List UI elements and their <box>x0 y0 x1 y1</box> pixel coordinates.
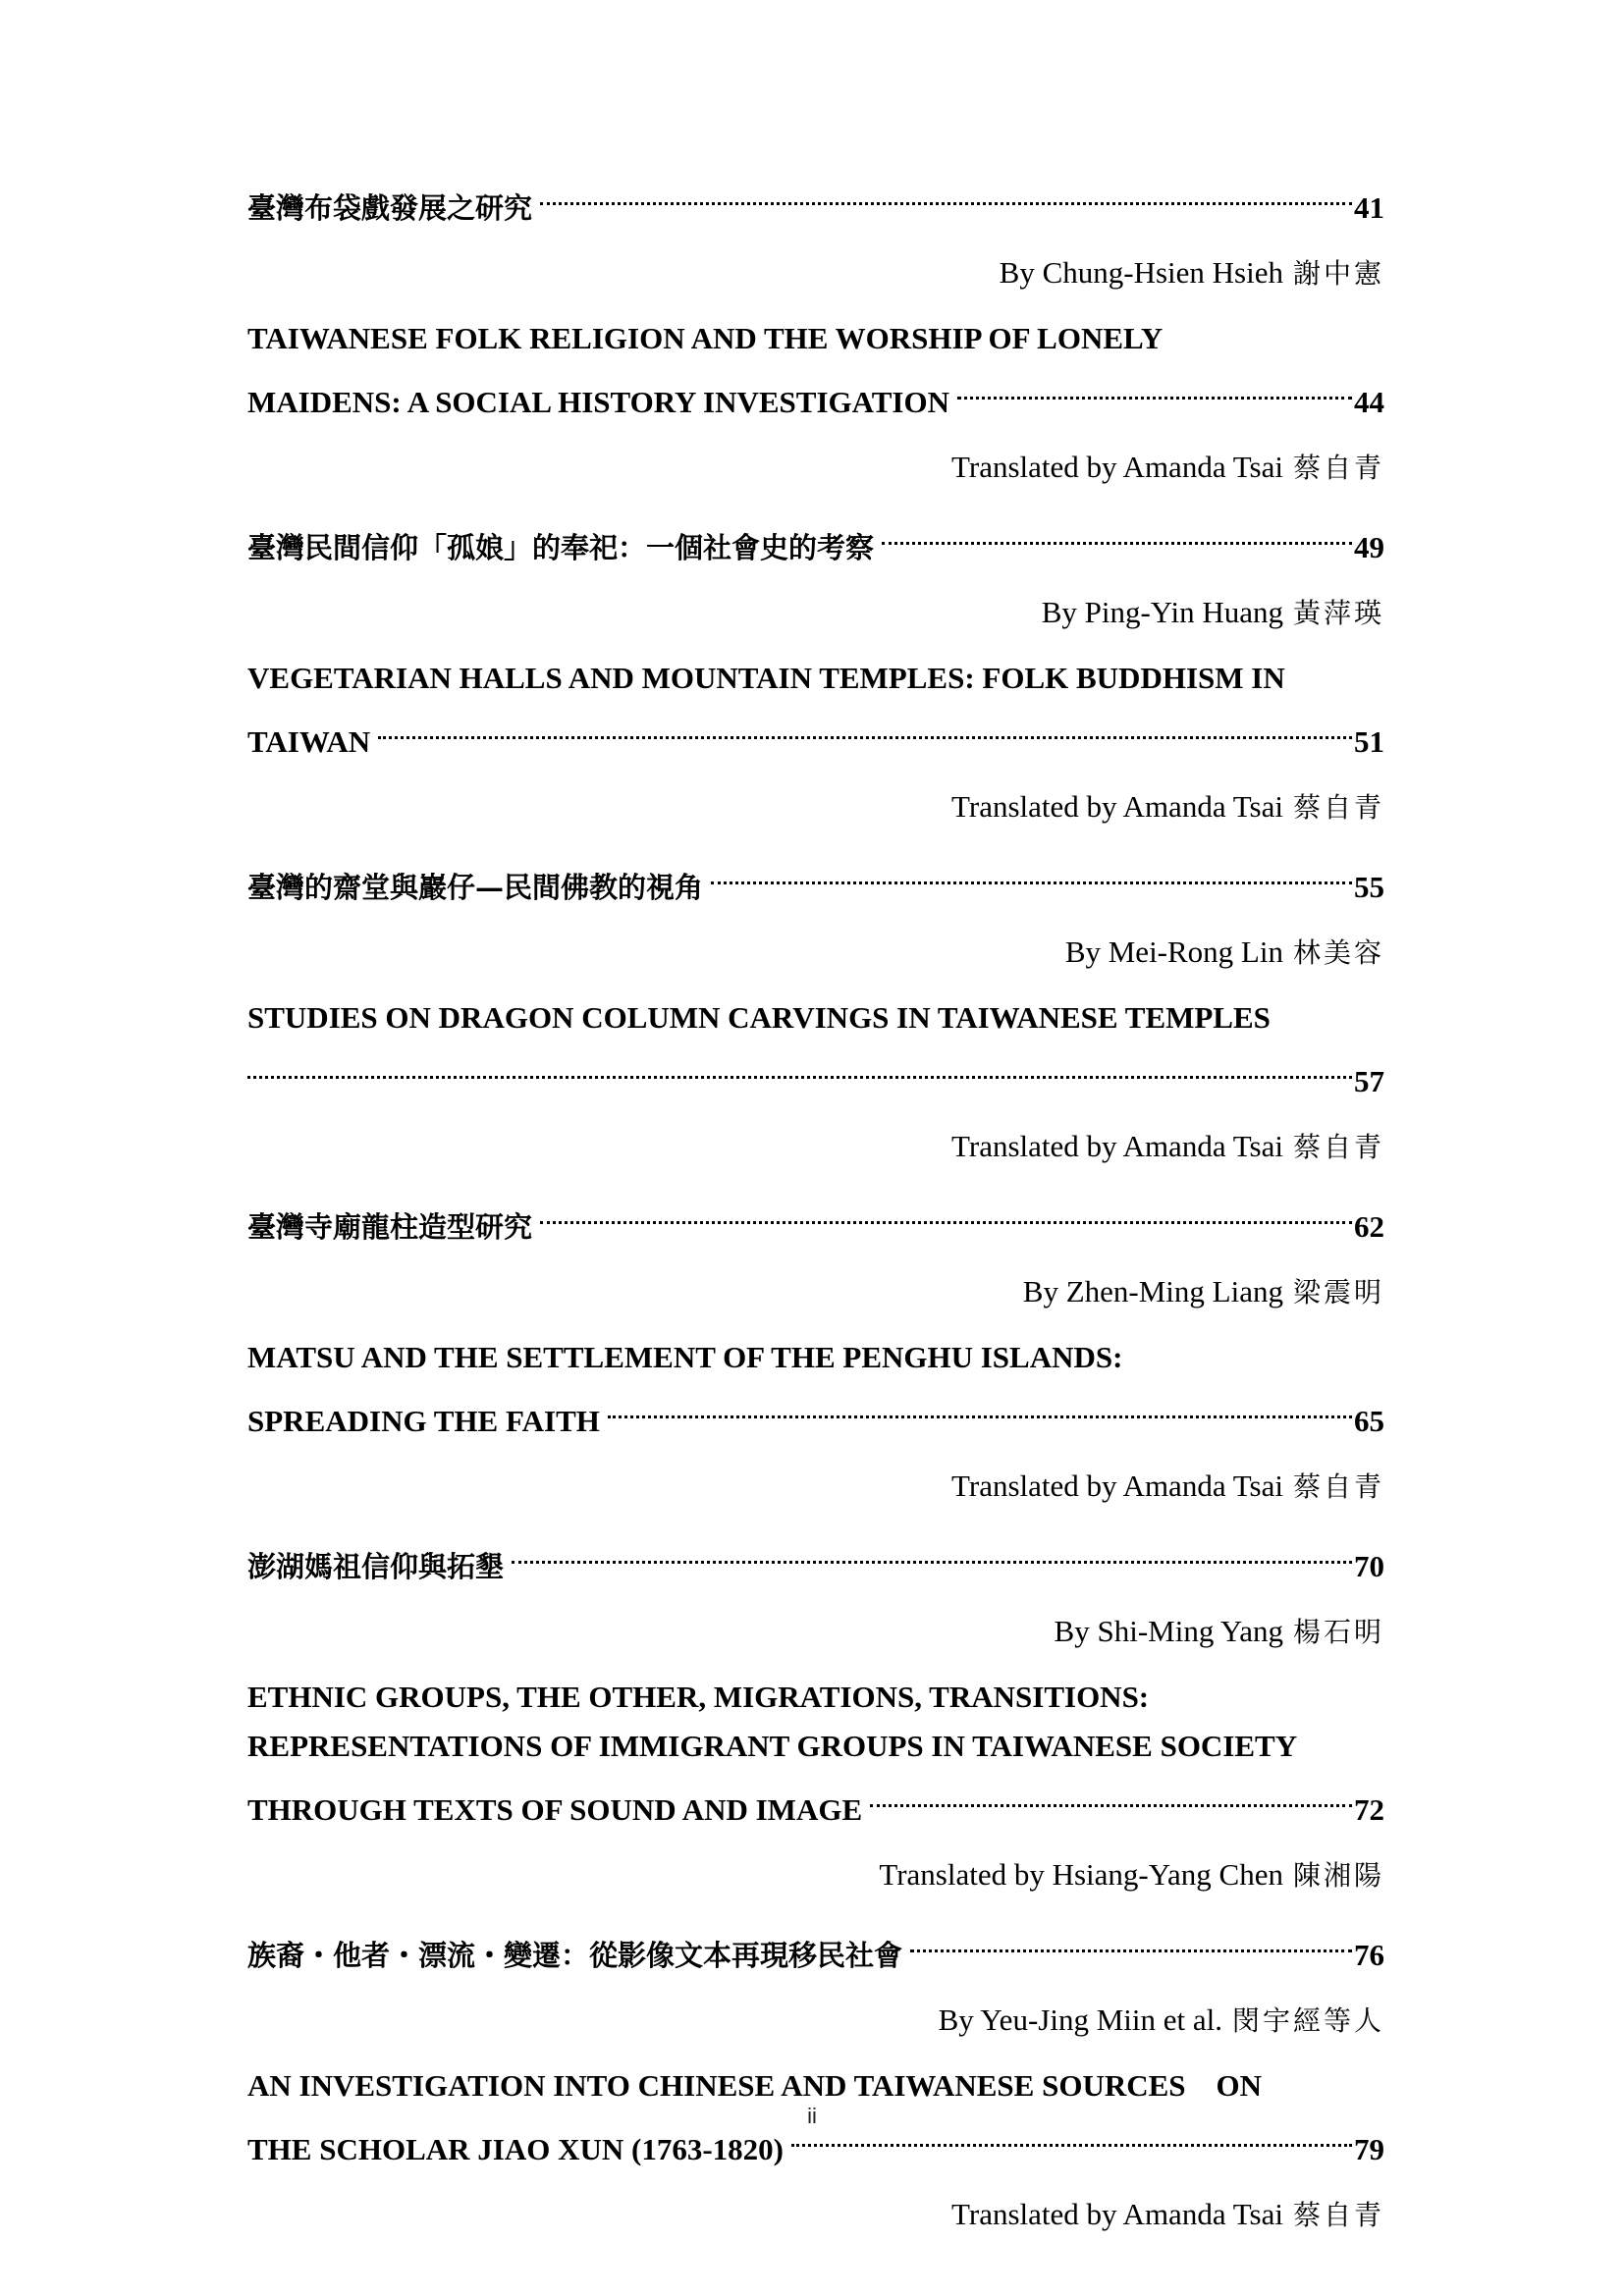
toc-entry-title-last-line <box>247 1382 1384 1446</box>
byline-author-chinese: 閔宇經等人 <box>1231 2004 1384 2037</box>
toc-entry-byline <box>247 1122 1384 1172</box>
byline-author: Translated by Amanda Tsai <box>951 450 1283 484</box>
toc-entry-title-last-line <box>247 703 1384 767</box>
byline-author-chinese: 蔡自青 <box>1292 1131 1384 1163</box>
toc-entry[interactable] <box>247 1333 1384 1512</box>
toc-entry[interactable] <box>247 1673 1384 1900</box>
toc-entry[interactable] <box>247 169 1384 298</box>
toc-entry-title: 臺灣布袋戲發展之研究 <box>247 191 533 225</box>
toc-entry-title: 族裔・他者・漂流・變遷：從影像文本再現移民社會 <box>247 1939 903 1972</box>
toc-entry-title-last-line <box>247 848 1384 912</box>
toc-entry-title: SPREADING THE FAITH <box>247 1404 600 1438</box>
toc-entry-title-line: ETHNIC GROUPS, THE OTHER, MIGRATIONS, TRANSITIONS: <box>247 1680 1150 1714</box>
toc-entry-page-number: 62 <box>1354 1209 1384 1244</box>
toc-entry-byline <box>247 1850 1384 1900</box>
toc-entry-title-last-line <box>247 363 1384 427</box>
byline-author-chinese: 黃萍瑛 <box>1292 597 1384 629</box>
dot-leader <box>512 1527 1352 1576</box>
toc-entry-title: 臺灣的齋堂與巖仔—民間佛教的視角 <box>247 871 704 904</box>
dot-leader <box>870 1771 1352 1820</box>
dot-leader <box>608 1382 1352 1431</box>
byline-author: By Zhen-Ming Liang <box>1022 1274 1283 1308</box>
toc-entry-title-last-line <box>247 1771 1384 1835</box>
toc-entry-page-number: 79 <box>1354 2132 1384 2166</box>
toc-entry-page-number: 57 <box>1354 1064 1384 1098</box>
toc-entry-title: THROUGH TEXTS OF SOUND AND IMAGE <box>247 1792 863 1827</box>
dot-leader <box>711 848 1352 897</box>
toc-entry-title-last-line <box>247 1042 1384 1106</box>
byline-author-chinese: 蔡自青 <box>1292 791 1384 824</box>
toc-entry-byline <box>247 782 1384 832</box>
byline-author: Translated by Amanda Tsai <box>951 2197 1283 2231</box>
toc-entry-title-last-line <box>247 508 1384 572</box>
toc-entry-page-number: 70 <box>1354 1549 1384 1583</box>
toc-entry-title-line: AN INVESTIGATION INTO CHINESE AND TAIWANESE SOURCES ON <box>247 2068 1263 2103</box>
byline-author-chinese: 蔡自青 <box>1292 452 1384 484</box>
toc-entry-byline <box>247 2190 1384 2240</box>
dot-leader <box>247 1042 1352 1092</box>
toc-entry-page-number: 76 <box>1354 1938 1384 1972</box>
byline-author: By Yeu-Jing Miin et al. <box>938 2002 1222 2037</box>
byline-author: By Chung-Hsien Hsieh <box>999 255 1283 290</box>
toc-entry-byline <box>247 588 1384 638</box>
toc-entry-title-line: REPRESENTATIONS OF IMMIGRANT GROUPS IN TAIWANESE SOCIETY <box>247 1729 1298 1763</box>
toc-entry-title: TAIWAN <box>247 724 371 759</box>
toc-entry-title-line: STUDIES ON DRAGON COLUMN CARVINGS IN TAIWANESE TEMPLES <box>247 1000 1271 1035</box>
toc-entry-title-last-line <box>247 169 1384 233</box>
dot-leader <box>540 169 1352 218</box>
toc-entry-page-number: 65 <box>1354 1404 1384 1438</box>
toc-entry-title: MAIDENS: A SOCIAL HISTORY INVESTIGATION <box>247 385 949 419</box>
toc-entry-title-last-line <box>247 1527 1384 1591</box>
byline-author-chinese: 林美容 <box>1292 936 1384 969</box>
toc-entry-title: 澎湖媽祖信仰與拓墾 <box>247 1550 505 1583</box>
dot-leader <box>540 1188 1352 1237</box>
toc-entry[interactable] <box>247 848 1384 978</box>
toc-entry[interactable] <box>247 1188 1384 1317</box>
byline-author: Translated by Amanda Tsai <box>951 1468 1283 1503</box>
toc-entry-byline <box>247 1607 1384 1657</box>
toc-entry-page-number: 55 <box>1354 870 1384 904</box>
dot-leader <box>957 363 1352 412</box>
table-of-contents <box>247 169 1384 2256</box>
byline-author: Translated by Amanda Tsai <box>951 1129 1283 1163</box>
page-number: ii <box>807 2104 817 2128</box>
toc-entry[interactable] <box>247 1527 1384 1657</box>
toc-entry-page-number: 72 <box>1354 1792 1384 1827</box>
byline-author: Translated by Hsiang-Yang Chen <box>879 1857 1283 1892</box>
toc-entry-title-last-line <box>247 1916 1384 1980</box>
dot-leader <box>910 1916 1352 1965</box>
toc-entry-byline <box>247 443 1384 493</box>
toc-entry-page-number: 49 <box>1354 530 1384 564</box>
toc-entry-title: THE SCHOLAR JIAO XUN (1763-1820) <box>247 2132 784 2166</box>
byline-author: By Shi-Ming Yang <box>1054 1614 1283 1648</box>
toc-entry[interactable] <box>247 2061 1384 2240</box>
toc-entry[interactable] <box>247 508 1384 638</box>
toc-entry-title-last-line <box>247 1188 1384 1252</box>
byline-author-chinese: 陳湘陽 <box>1292 1859 1384 1892</box>
toc-entry-byline <box>247 1462 1384 1512</box>
byline-author-chinese: 梁震明 <box>1292 1276 1384 1308</box>
toc-entry-title: 臺灣寺廟龍柱造型研究 <box>247 1210 533 1244</box>
byline-author-chinese: 蔡自青 <box>1292 2199 1384 2231</box>
byline-author: By Mei-Rong Lin <box>1064 934 1283 969</box>
dot-leader <box>378 703 1352 752</box>
toc-entry-title-line: VEGETARIAN HALLS AND MOUNTAIN TEMPLES: FOLK BUDDHISM IN <box>247 661 1285 695</box>
byline-author-chinese: 蔡自青 <box>1292 1470 1384 1503</box>
dot-leader <box>882 508 1352 558</box>
toc-entry-title-line: TAIWANESE FOLK RELIGION AND THE WORSHIP OF LONELY <box>247 321 1164 355</box>
toc-entry[interactable] <box>247 314 1384 493</box>
toc-entry-title: 臺灣民間信仰「孤娘」的奉祀：一個社會史的考察 <box>247 531 875 564</box>
toc-entry-byline <box>247 248 1384 298</box>
byline-author: By Ping-Yin Huang <box>1041 595 1283 629</box>
byline-author: Translated by Amanda Tsai <box>951 789 1283 824</box>
toc-entry[interactable] <box>247 654 1384 832</box>
toc-entry-byline <box>247 1996 1384 2046</box>
toc-entry[interactable] <box>247 993 1384 1172</box>
toc-entry[interactable] <box>247 1916 1384 2046</box>
toc-entry-byline <box>247 1267 1384 1317</box>
toc-entry-page-number: 51 <box>1354 724 1384 759</box>
byline-author-chinese: 楊石明 <box>1292 1616 1384 1648</box>
byline-author-chinese: 謝中憲 <box>1292 257 1384 290</box>
toc-entry-byline <box>247 928 1384 978</box>
toc-entry-title-line: MATSU AND THE SETTLEMENT OF THE PENGHU ISLANDS: <box>247 1340 1123 1374</box>
toc-entry-page-number: 44 <box>1354 385 1384 419</box>
toc-entry-page-number: 41 <box>1354 190 1384 225</box>
